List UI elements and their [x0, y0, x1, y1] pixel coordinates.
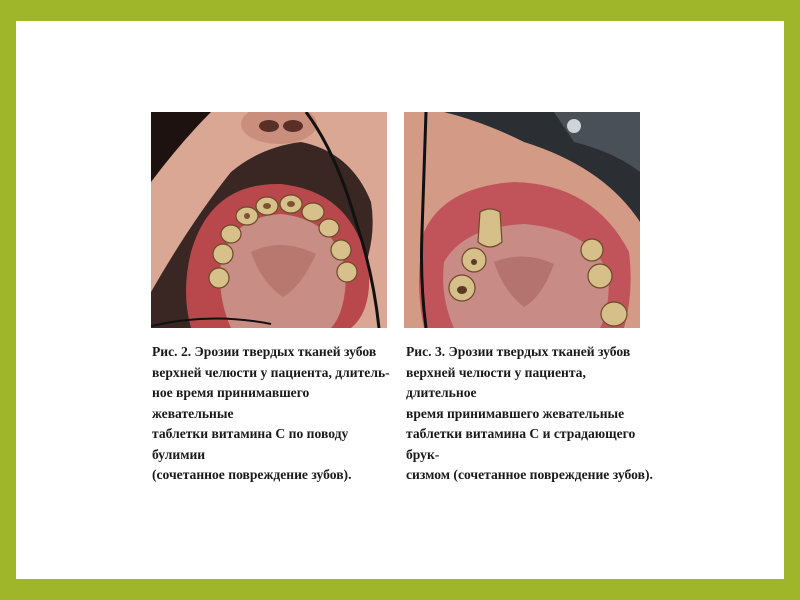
figure-2-caption: Рис. 2. Эрозии твердых тканей зубов верхней челюсти у пациента, длитель- ное время принимавшего жевательные таблетки витамина С по поводу булимии (сочетанное повреждение зубов).: [152, 344, 390, 482]
figure-2-photo: [151, 112, 387, 328]
figure-3-photo: [404, 112, 640, 328]
figure-3-caption: Рис. 3. Эрозии твердых тканей зубов верхней челюсти у пациента, длительное время принимавшего жевательные таблетки витамина С и страдающего брук- сизмом (сочетанное повреждение зубов).: [406, 344, 653, 482]
slide: [16, 21, 784, 579]
